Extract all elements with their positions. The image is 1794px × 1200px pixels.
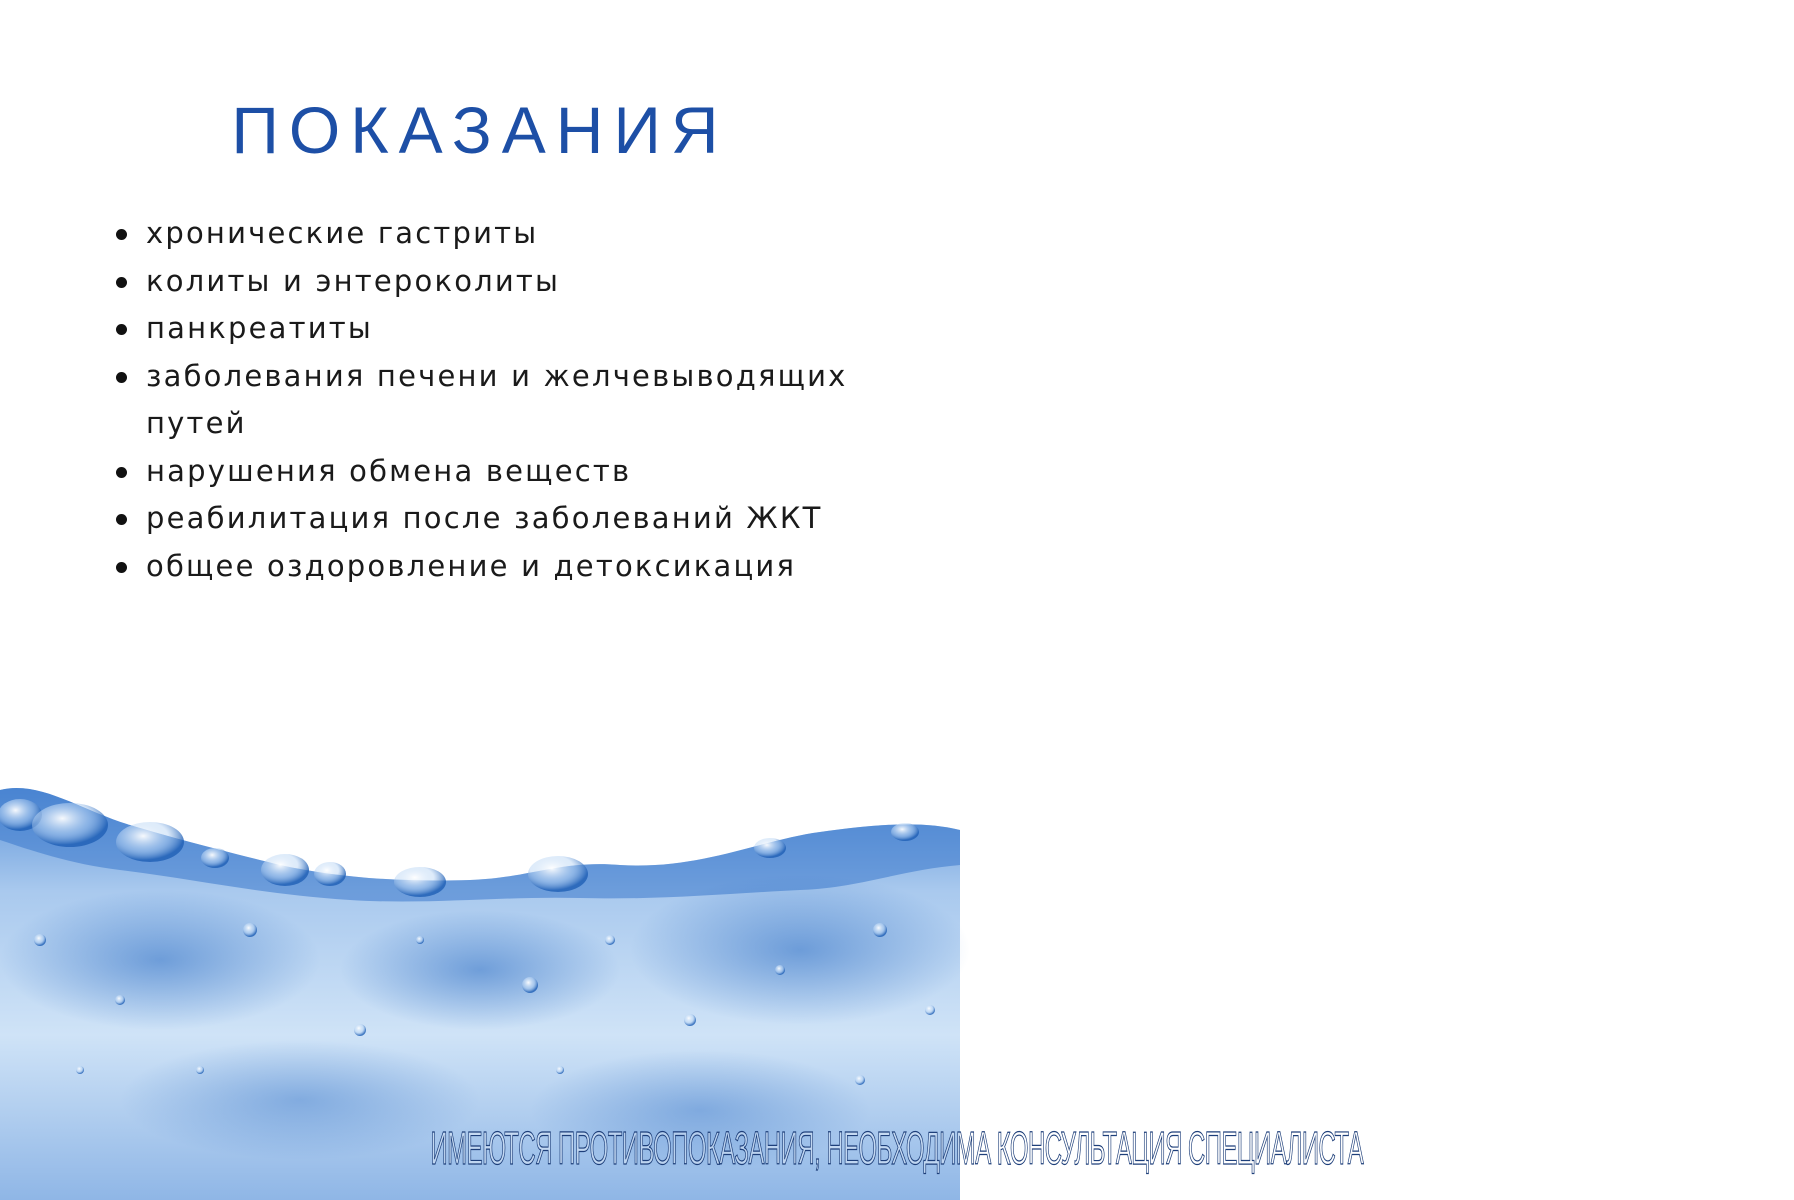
list-item [114,258,894,306]
list-item-text: хронические гастриты [146,216,539,250]
disclaimer-text: ИМЕЮТСЯ ПРОТИВОПОКАЗАНИЯ, НЕОБХОДИМА КОНСУЛЬТАЦИЯ СПЕЦИАЛИСТА [430,1122,1364,1174]
bullet-icon [116,372,127,383]
indications-list [114,210,894,590]
bullet-icon [116,467,127,478]
bullet-icon [116,277,127,288]
list-item [114,305,894,353]
bullet-icon [116,514,127,525]
list-item-text: общее оздоровление и детоксикация [146,548,797,583]
list-item [114,543,894,591]
list-item-text: панкреатиты [146,311,373,345]
list-item [114,353,894,448]
list-item [114,210,894,258]
bullet-icon [116,562,127,573]
page-title: ПОКАЗАНИЯ [231,93,729,167]
bullet-icon [116,229,127,240]
list-item-text: колиты и энтероколиты [146,263,561,298]
list-item-text: нарушения обмена веществ [146,453,632,488]
list-item [114,495,894,543]
list-item-text: заболевания печени и желчевыводящих путей [146,358,848,440]
bullet-icon [116,324,127,335]
list-item-text: реабилитация после заболеваний ЖКТ [146,501,823,535]
disclaimer-banner [0,1118,1364,1178]
list-item [114,448,894,496]
